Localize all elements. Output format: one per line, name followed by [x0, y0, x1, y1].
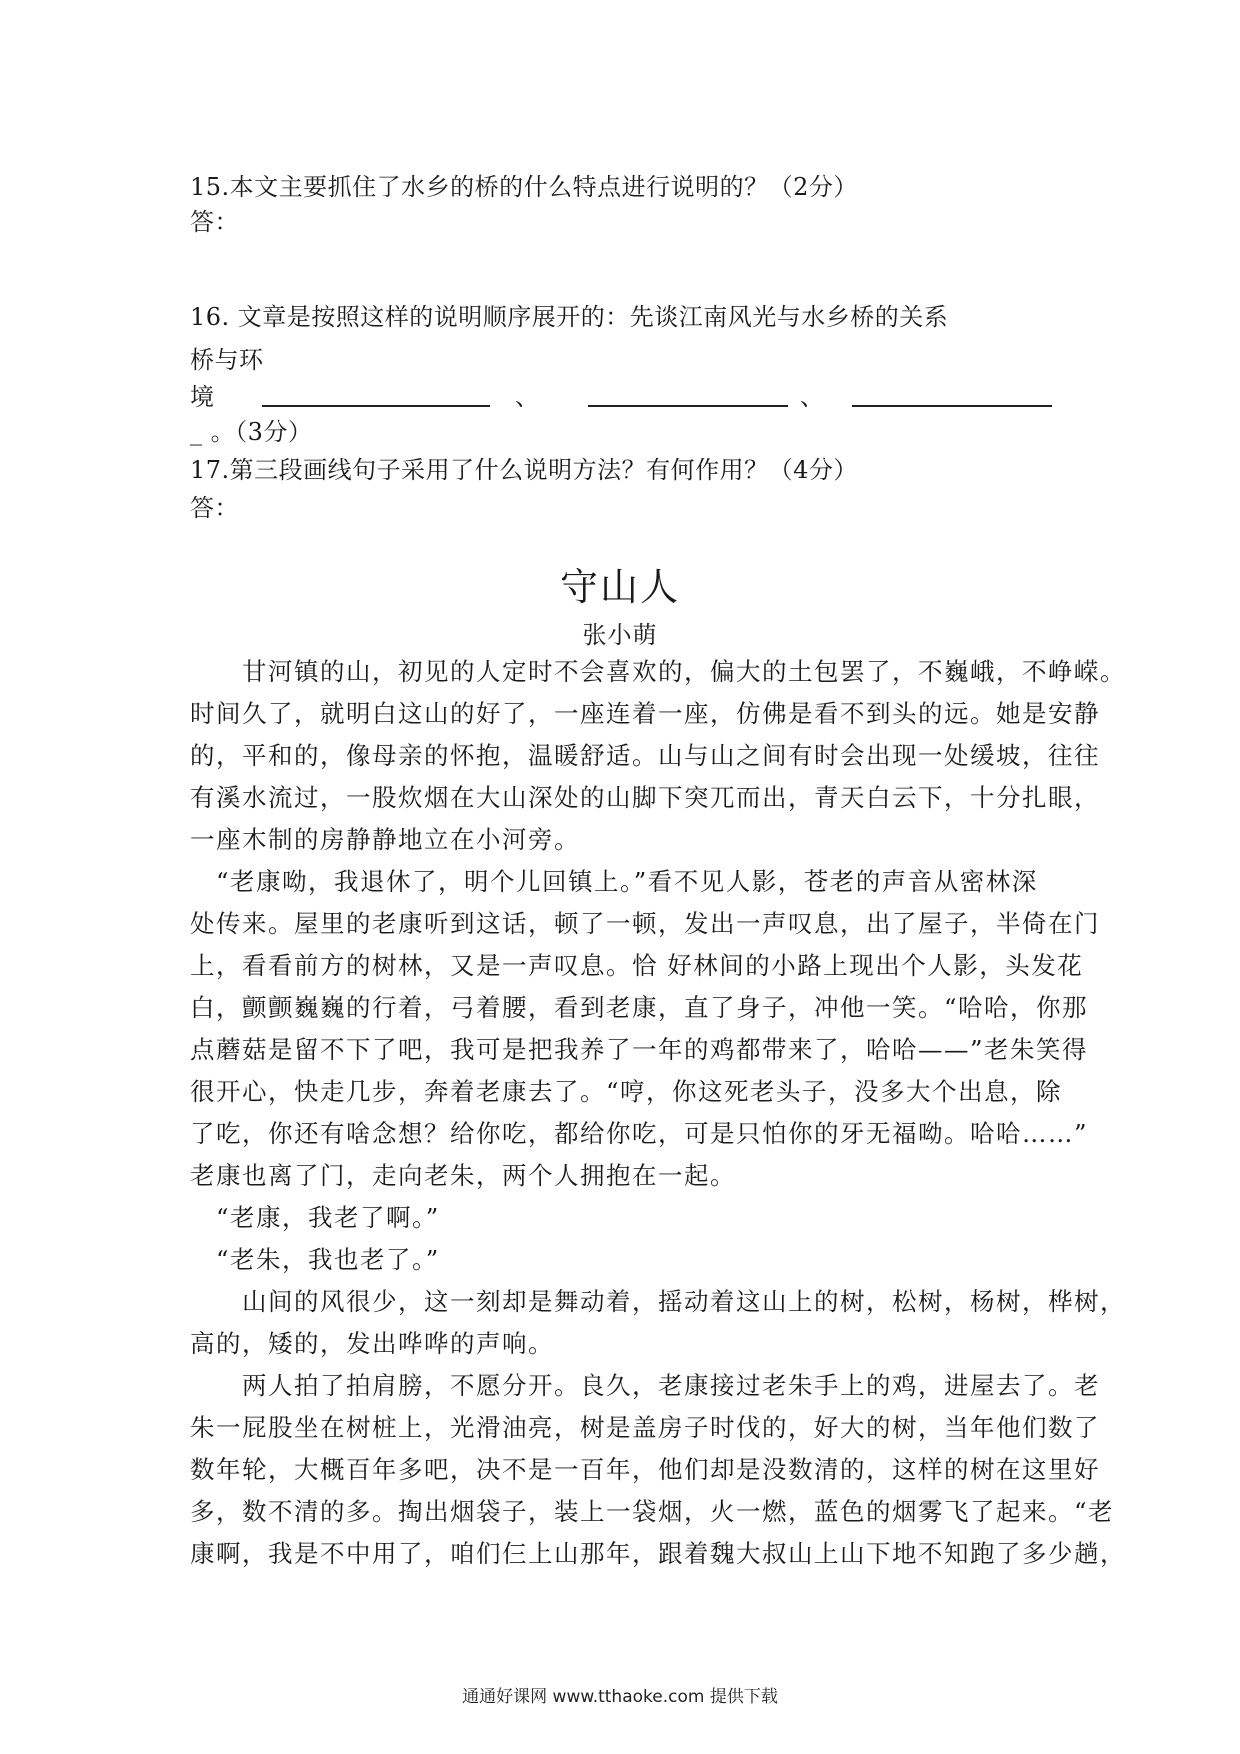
article-line: 点蘑菇是留不下了吧，我可是把我养了一年的鸡都带来了，哈哈——”老朱笑得	[190, 1035, 1089, 1064]
question-16-line-2: 桥与环	[190, 346, 264, 374]
article-line: 的，平和的，像母亲的怀抱，温暖舒适。山与山之间有时会出现一处缓坡，往往	[190, 741, 1100, 770]
article-line: 甘河镇的山，初见的人定时不会喜欢的，偏大的土包罢了，不巍峨，不峥嵘。	[190, 657, 1126, 686]
article-line: 上，看看前方的树林，又是一声叹息。恰 好林间的小路上现出个人影，头发花	[190, 951, 1084, 980]
article-line: 朱一屁股坐在树桩上，光滑油亮，树是盖房子时伐的，好大的树，当年他们数了	[190, 1413, 1100, 1442]
question-15-prompt: 15.本文主要抓住了水乡的桥的什么特点进行说明的？（2分）	[190, 173, 858, 201]
article-line: “老朱，我也老了。”	[190, 1245, 440, 1274]
blank-separator-2: 、	[800, 383, 825, 411]
blank-separator-1: 、	[515, 383, 540, 411]
article-line: 两人拍了拍肩膀，不愿分开。良久，老康接过老朱手上的鸡，进屋去了。老	[190, 1371, 1100, 1400]
article-line: 高的，矮的，发出哗哗的声响。	[190, 1329, 554, 1358]
article-line: 数年轮，大概百年多吧，决不是一百年，他们却是没数清的，这样的树在这里好	[190, 1455, 1100, 1484]
answer-blank-2[interactable]	[588, 405, 788, 407]
article-line: 时间久了，就明白这山的好了，一座连着一座，仿佛是看不到头的远。她是安静	[190, 699, 1100, 728]
article-line: 一座木制的房静静地立在小河旁。	[190, 825, 580, 854]
question-15-answer-label: 答：	[190, 208, 239, 236]
page-footer: 通通好课网 www.tthaoke.com 提供下载	[462, 1687, 778, 1707]
article-line: 了吃，你还有啥念想？给你吃，都给你吃，可是只怕你的牙无福呦。哈哈……”	[190, 1119, 1089, 1148]
article-line: 有溪水流过，一股炊烟在大山深处的山脚下突兀而出，青天白云下，十分扎眼，	[190, 783, 1100, 812]
article-line: 多，数不清的多。掏出烟袋子，装上一袋烟，火一燃，蓝色的烟雾飞了起来。“老	[190, 1497, 1115, 1526]
article-line: 很开心，快走几步，奔着老康去了。“哼，你这死老头子，没多大个出息，除	[190, 1077, 1063, 1106]
article-line: 白，颤颤巍巍的行着，弓着腰，看到老康，直了身子，冲他一笑。“哈哈，你那	[190, 993, 1089, 1022]
article-title: 守山人	[559, 565, 680, 609]
question-16-line-3-start: 境	[190, 383, 215, 411]
article-line: 康啊，我是不中用了，咱们仨上山那年，跟着魏大叔山上山下地不知跑了多少趟，	[190, 1539, 1126, 1568]
article-line: 山间的风很少，这一刻却是舞动着，摇动着这山上的树，松树，杨树，桦树，	[190, 1287, 1126, 1316]
article-line: “老康，我老了啊。”	[190, 1203, 440, 1232]
question-16-line-4: _ 。（3分）	[190, 418, 313, 446]
article-line: 老康也离了门，走向老朱，两个人拥抱在一起。	[190, 1161, 736, 1190]
article-author: 张小萌	[582, 621, 658, 649]
question-16-line-1: 16. 文章是按照这样的说明顺序展开的：先谈江南风光与水乡桥的关系	[190, 303, 949, 331]
answer-blank-1[interactable]	[262, 405, 490, 407]
article-line: 处传来。屋里的老康听到这话，顿了一顿，发出一声叹息，出了屋子，半倚在门	[190, 909, 1100, 938]
question-17-answer-label: 答：	[190, 494, 239, 522]
question-17-prompt: 17.第三段画线句子采用了什么说明方法？有何作用？（4分）	[190, 456, 858, 484]
answer-blank-3[interactable]	[852, 405, 1052, 407]
article-line: “老康呦，我退休了，明个儿回镇上。”看不见人影，苍老的声音从密林深	[190, 867, 1038, 896]
